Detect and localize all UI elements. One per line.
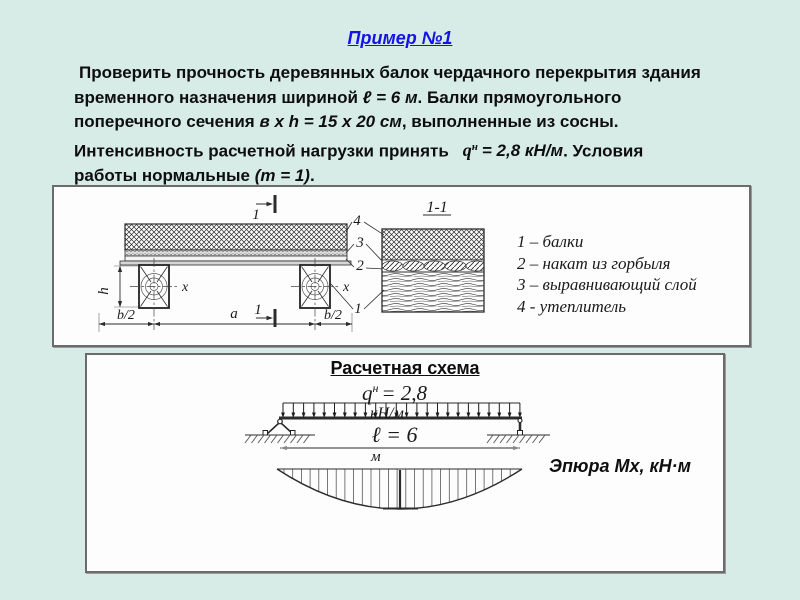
problem-line: [74, 61, 744, 86]
inline-math-span: ℓ = 6 м: [362, 87, 418, 107]
span-units-label: м: [371, 449, 381, 465]
legend-item: 4 - утеплитель: [517, 296, 626, 316]
calc-scheme-figure: [85, 353, 725, 573]
section-view-label: 1-1: [426, 199, 448, 216]
moment-diagram: [277, 469, 522, 509]
axis-x-label: x: [343, 280, 350, 295]
legend: [517, 231, 697, 317]
span-label: ℓ = 6: [371, 422, 418, 447]
dim-b2-left: b/2: [117, 308, 135, 323]
problem-line: Интенсивность расчетной нагрузки принять $q^н = 2,8$ кН/м. Условия: [74, 140, 644, 161]
q-superscript: н: [372, 381, 379, 395]
moment-hatch: [284, 469, 510, 509]
section-mark-bottom: [254, 302, 275, 327]
dim-a: a: [230, 306, 238, 322]
q-symbol: q: [462, 140, 472, 161]
legend-item: 3 – выравнивающий слой: [517, 275, 697, 294]
section-1-1-detail: [382, 199, 487, 312]
section-mark-top: [252, 195, 275, 223]
ground-hatch-left: [245, 435, 310, 443]
load-units-label: кН/м: [370, 405, 404, 422]
legend-item: 2 – накат из горбыля: [517, 253, 671, 273]
dim-h-label: h: [96, 287, 112, 295]
pin-support: [245, 419, 315, 435]
problem-line: поперечного сечения в х h = 15 х 20 см, выполненные из сосны.: [74, 112, 619, 132]
dim-b2-right: b/2: [324, 308, 342, 323]
callout-2: 2: [356, 258, 364, 274]
calc-scheme-title: Расчетная схема: [330, 358, 480, 378]
callout-3: 3: [356, 235, 364, 251]
axis-x-label: x: [182, 280, 189, 295]
moment-diagram-label: Эпюра Мх, кН·м: [549, 456, 691, 476]
q-symbol: q: [361, 381, 373, 405]
roller-support: [487, 419, 550, 436]
ground-hatch-right: [487, 435, 545, 443]
legend-item: 1 – балки: [517, 232, 584, 251]
problem-statement: [74, 61, 744, 189]
floor-layers: [120, 224, 351, 265]
section-number: 1: [254, 302, 262, 318]
q-superscript: н: [471, 140, 478, 153]
inline-math-span: (m = 1): [254, 166, 310, 186]
inline-math-span: в х h = 15 х 20 см: [259, 112, 402, 132]
problem-line: временного назначения шириной ℓ = 6 м. Балки прямоугольного: [74, 87, 622, 107]
problem-line: работы нормальные (m = 1).: [74, 166, 315, 186]
construction-figure: [52, 185, 751, 347]
callout-4: 4: [353, 213, 361, 229]
load-value-label: [312, 381, 477, 406]
callout-1: 1: [354, 301, 362, 317]
slide-title: Пример №1: [347, 28, 453, 48]
problem-text: Проверить прочность деревянных балок чердачного перекрытия здания: [79, 63, 701, 82]
section-number: 1: [252, 207, 260, 223]
dimension-bottom: [99, 306, 352, 332]
inline-math-span: = 2,8 кН/м: [481, 141, 564, 161]
q-value: = 2,8: [381, 381, 428, 405]
